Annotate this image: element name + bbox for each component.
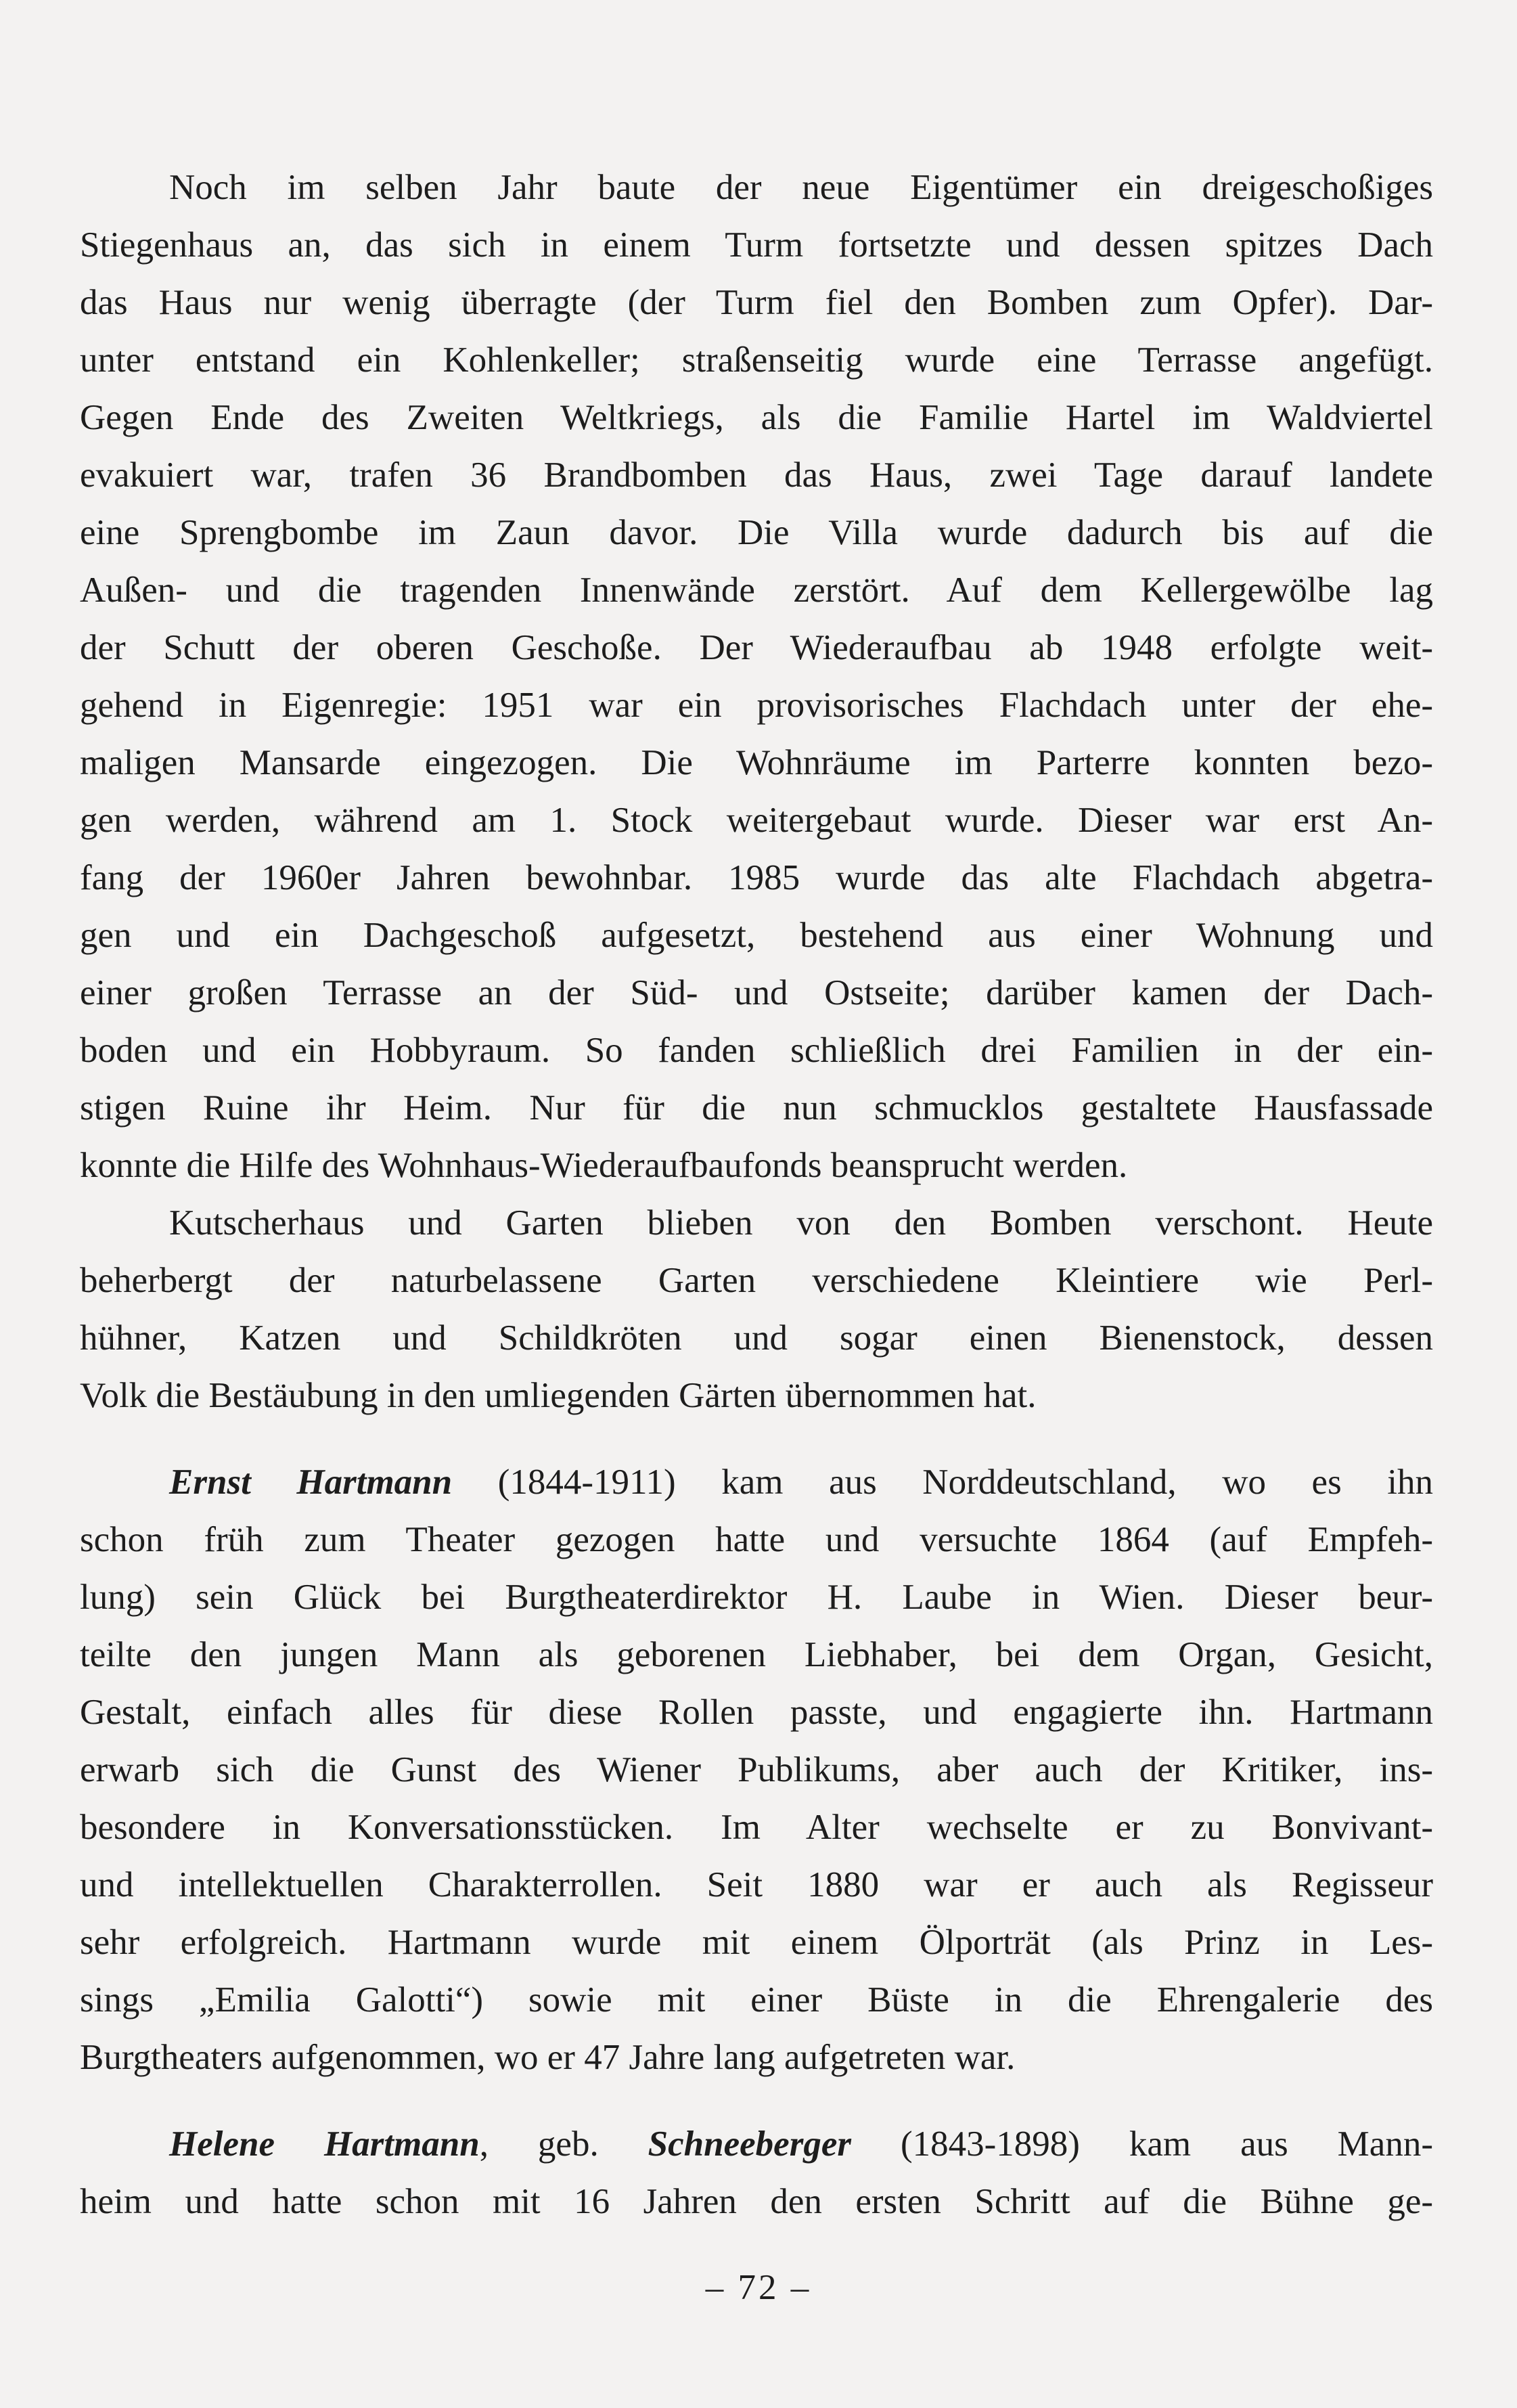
text-line: das Haus nur wenig überragte (der Turm fiel den Bomben zum Opfer). Dar- xyxy=(80,283,1433,322)
text-line: hühner, Katzen und Schildkröten und sogar einen Bienenstock, dessen xyxy=(80,1318,1433,1358)
line-text: (1843-1898) kam aus Mann- xyxy=(851,2124,1433,2164)
text-line: Burgtheaters aufgenommen, wo er 47 Jahre lang aufgetreten war. xyxy=(80,2038,1016,2077)
text-line: gen und ein Dachgeschoß aufgesetzt, bestehend aus einer Wohnung und xyxy=(80,916,1433,955)
text-line: Noch im selben Jahr baute der neue Eigentümer ein dreigeschoßiges xyxy=(169,168,1433,207)
text-line: boden und ein Hobbyraum. So fanden schließlich drei Familien in der ein- xyxy=(80,1031,1433,1070)
text-line: konnte die Hilfe des Wohnhaus-Wiederaufbaufonds beansprucht werden. xyxy=(80,1146,1128,1185)
text-line: stigen Ruine ihr Heim. Nur für die nun schmucklos gestaltete Hausfassade xyxy=(80,1088,1433,1128)
text-line: der Schutt der oberen Geschoße. Der Wiederaufbau ab 1948 erfolgte weit- xyxy=(80,628,1433,667)
text-line: gen werden, während am 1. Stock weitergebaut wurde. Dieser war erst An- xyxy=(80,801,1433,840)
text-line: erwarb sich die Gunst des Wiener Publikums, aber auch der Kritiker, ins- xyxy=(80,1750,1433,1789)
text-line: Außen- und die tragenden Innenwände zerstört. Auf dem Kellergewölbe lag xyxy=(80,571,1433,610)
text-line: teilte den jungen Mann als geborenen Liebhaber, bei dem Organ, Gesicht, xyxy=(80,1635,1433,1674)
text-line: gehend in Eigenregie: 1951 war ein provisorisches Flachdach unter der ehe- xyxy=(80,686,1433,725)
text-line: einer großen Terrasse an der Süd- und Ostseite; darüber kamen der Dach- xyxy=(80,973,1433,1012)
person-name: Helene Hartmann xyxy=(169,2124,480,2164)
page-number: – 72 – xyxy=(705,2268,812,2307)
text-line: evakuiert war, trafen 36 Brandbomben das Haus, zwei Tage darauf landete xyxy=(80,455,1433,495)
text-line: besondere in Konversationsstücken. Im Alter wechselte er zu Bonvivant- xyxy=(80,1808,1433,1847)
text-line: sings „Emilia Galotti“) sowie mit einer Büste in die Ehrengalerie des xyxy=(80,1980,1433,2020)
text-line-with-name xyxy=(80,2120,1433,2168)
person-name: Ernst Hartmann xyxy=(169,1463,453,1502)
text-line: eine Sprengbombe im Zaun davor. Die Villa wurde dadurch bis auf die xyxy=(80,513,1433,552)
text-line: Gegen Ende des Zweiten Weltkriegs, als die Familie Hartel im Waldviertel xyxy=(80,398,1433,437)
text-line: Stiegenhaus an, das sich in einem Turm fortsetzte und dessen spitzes Dach xyxy=(80,225,1433,265)
text-line: schon früh zum Theater gezogen hatte und versuchte 1864 (auf Empfeh- xyxy=(80,1520,1433,1559)
text-line: Kutscherhaus und Garten blieben von den Bomben verschont. Heute xyxy=(169,1203,1433,1243)
text-line-with-name xyxy=(80,1458,1433,1506)
text-line: maligen Mansarde eingezogen. Die Wohnräume im Parterre konnten bezo- xyxy=(80,743,1433,782)
text-line: sehr erfolgreich. Hartmann wurde mit einem Ölporträt (als Prinz in Les- xyxy=(80,1923,1433,1962)
text-line: Gestalt, einfach alles für diese Rollen passte, und engagierte ihn. Hartmann xyxy=(80,1693,1433,1732)
line-text: , geb. xyxy=(479,2124,648,2164)
line-text: (1844-1911) kam aus Norddeutschland, wo es ihn xyxy=(452,1463,1433,1502)
text-line: Volk die Bestäubung in den umliegenden Gärten übernommen hat. xyxy=(80,1376,1037,1415)
text-line: heim und hatte schon mit 16 Jahren den ersten Schritt auf die Bühne ge- xyxy=(80,2182,1433,2221)
maiden-name: Schneeberger xyxy=(648,2124,851,2164)
text-line: fang der 1960er Jahren bewohnbar. 1985 wurde das alte Flachdach abgetra- xyxy=(80,858,1433,897)
text-line: und intellektuellen Charakterrollen. Seit 1880 war er auch als Regisseur xyxy=(80,1865,1433,1904)
text-line: unter entstand ein Kohlenkeller; straßenseitig wurde eine Terrasse angefügt. xyxy=(80,340,1433,380)
text-line: lung) sein Glück bei Burgtheaterdirektor H. Laube in Wien. Dieser beur- xyxy=(80,1578,1433,1617)
text-line: beherbergt der naturbelassene Garten verschiedene Kleintiere wie Perl- xyxy=(80,1261,1433,1300)
